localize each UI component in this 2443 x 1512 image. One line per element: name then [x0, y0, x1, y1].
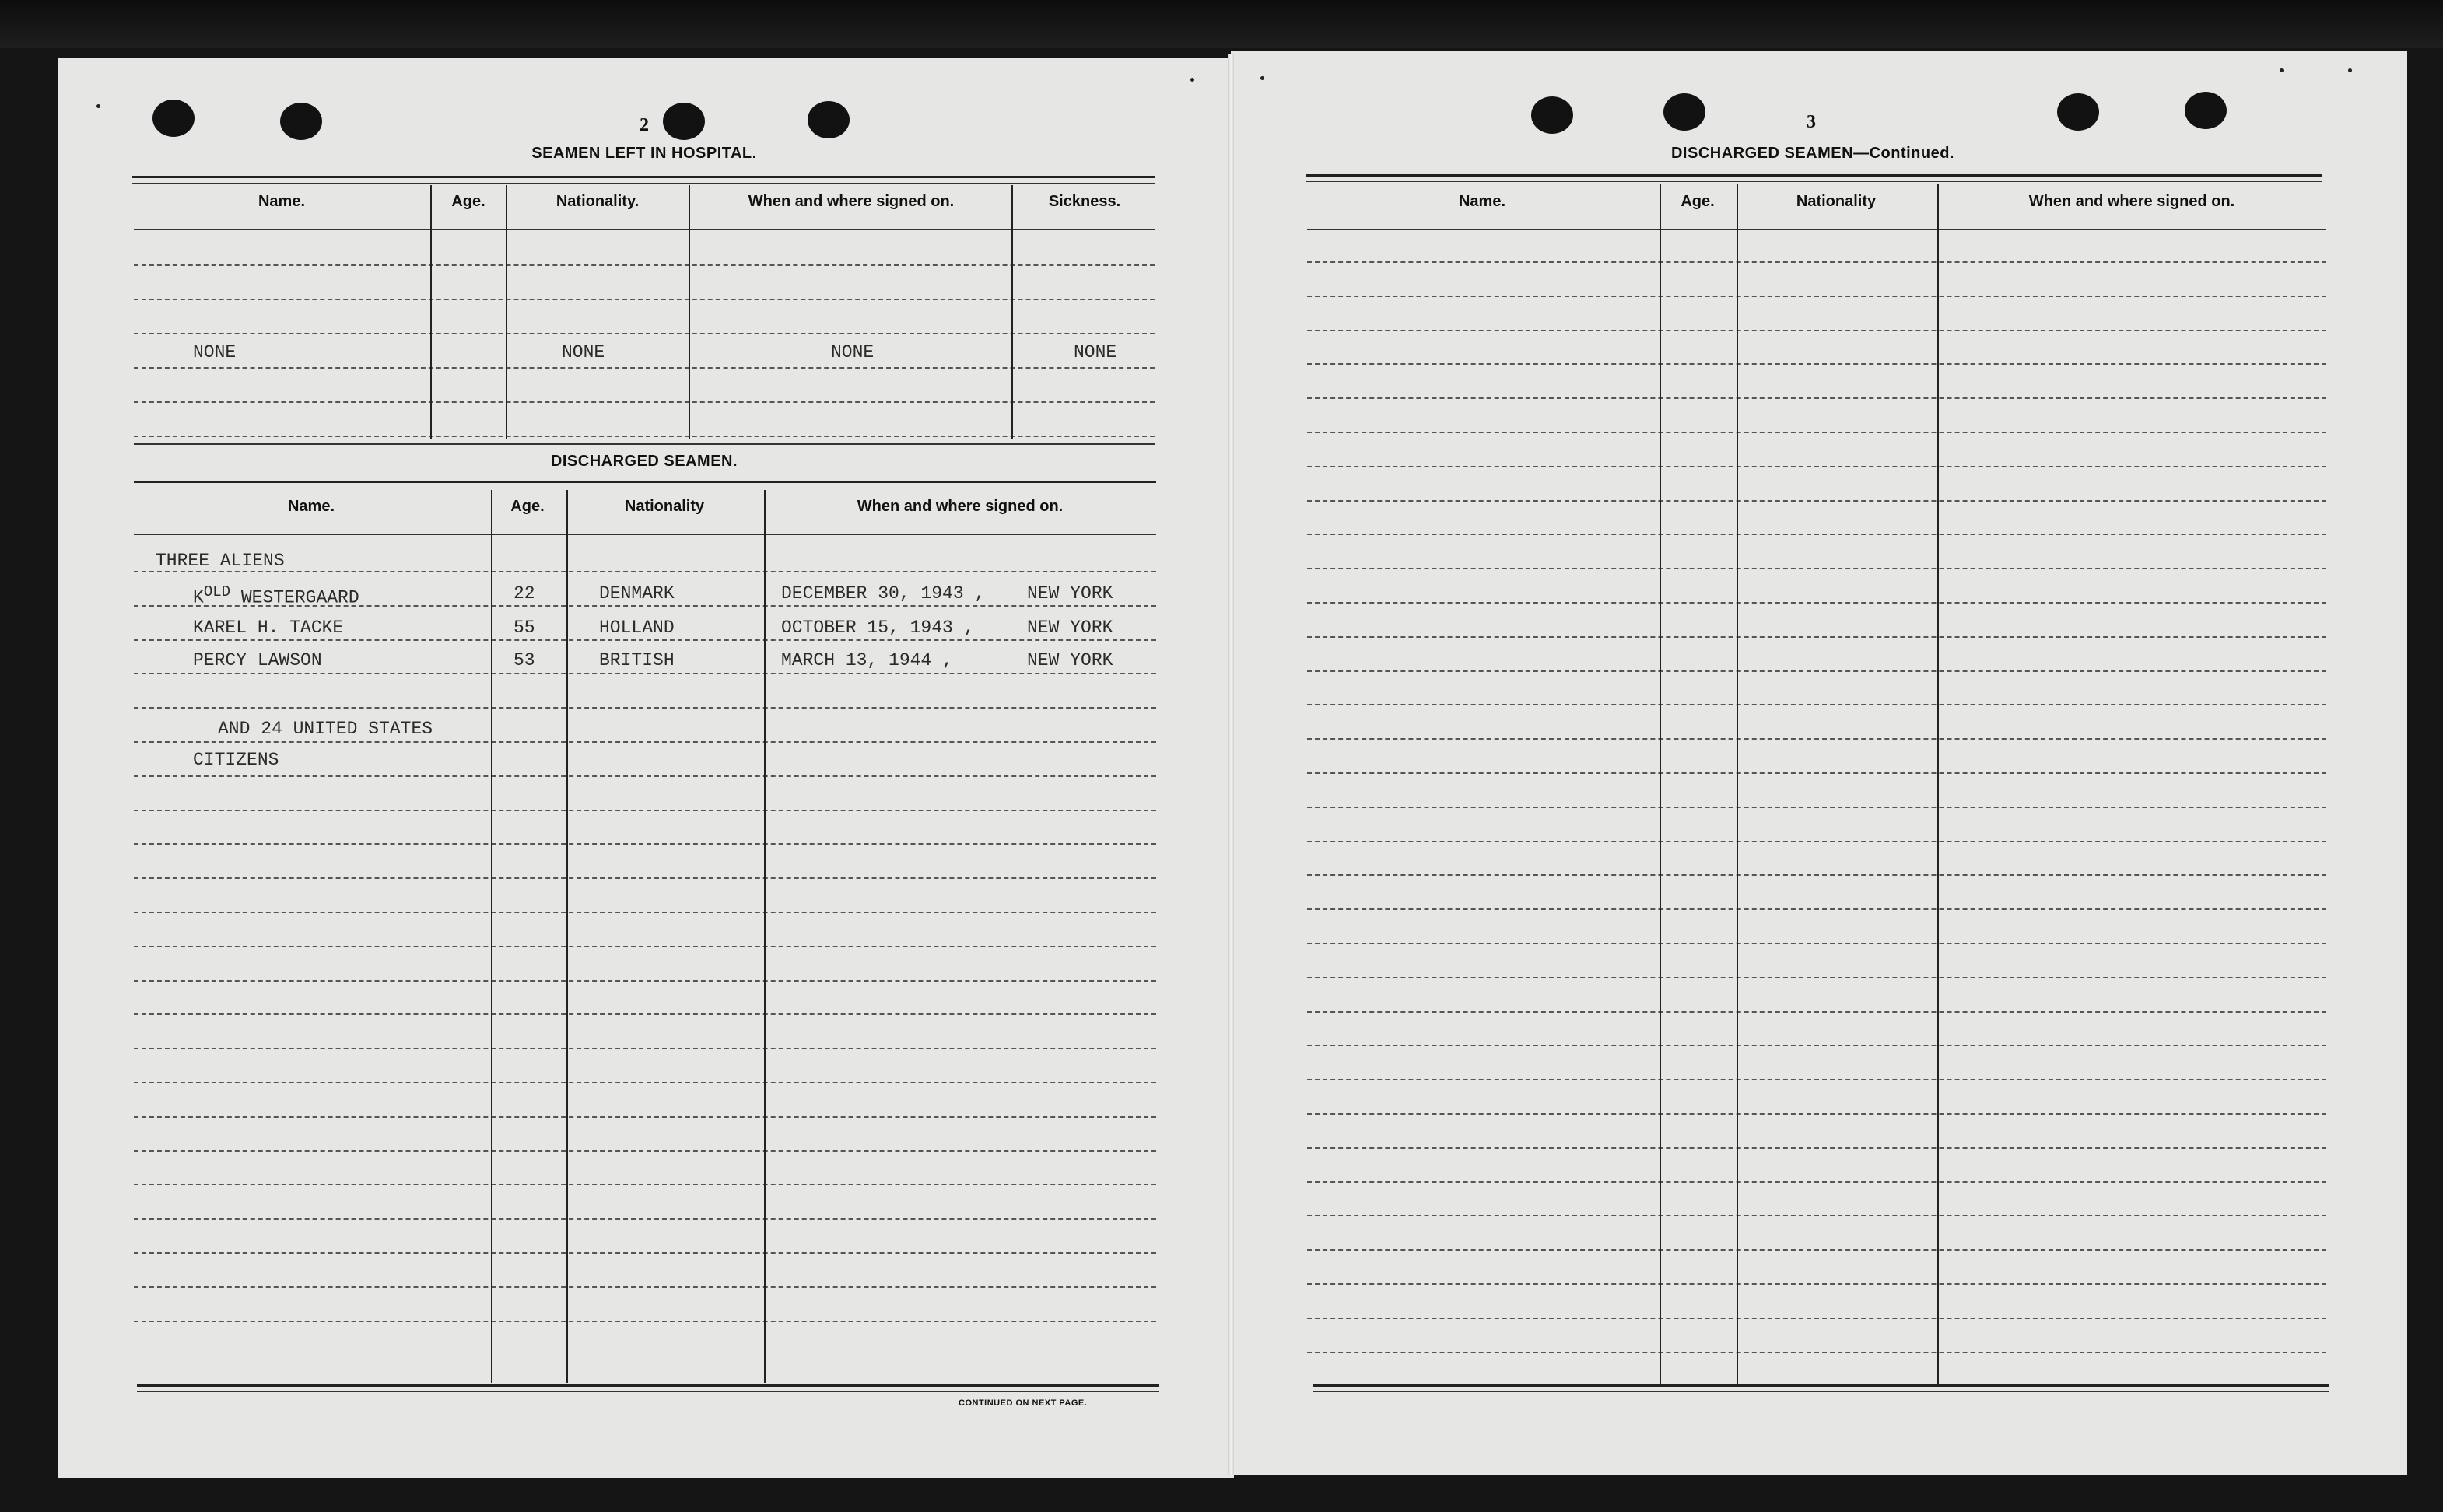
ruled-line [134, 877, 1156, 879]
hospital-sickness-entry: NONE [1074, 342, 1117, 362]
seaman-nationality: DENMARK [599, 583, 675, 604]
header-rule [134, 229, 1155, 230]
ruled-line [134, 673, 1156, 674]
ruled-line [134, 333, 1155, 334]
col-header-age: Age. [510, 498, 545, 515]
ruled-line [134, 1218, 1156, 1220]
ruled-line [134, 946, 1156, 947]
rule [132, 176, 1155, 184]
speck [2280, 68, 2284, 72]
rule [1306, 174, 2322, 182]
ruled-line [134, 1150, 1156, 1152]
column-divider [491, 490, 492, 1383]
ruled-line [134, 1184, 1156, 1185]
ruled-line [134, 299, 1155, 300]
ruled-line [1307, 977, 2326, 978]
ruled-line [1307, 568, 2326, 569]
ruled-line [134, 639, 1156, 641]
column-divider [1937, 184, 1939, 1384]
ruled-line [134, 1013, 1156, 1015]
ruled-line [1307, 261, 2326, 263]
col-header-name: Name. [287, 498, 335, 515]
ruled-line [134, 436, 1155, 437]
ruled-line [1307, 1215, 2326, 1216]
punch-hole [1531, 96, 1573, 134]
ruled-line [134, 912, 1156, 913]
ruled-line [1307, 841, 2326, 842]
ruled-line [134, 810, 1156, 811]
seaman-signed-place: NEW YORK [1027, 650, 1113, 670]
punch-hole [280, 103, 322, 140]
seaman-age: 55 [513, 618, 535, 638]
col-header-name: Name. [1458, 193, 1506, 210]
ruled-line [1307, 943, 2326, 944]
column-divider [566, 490, 568, 1383]
seaman-signed-place: NEW YORK [1027, 583, 1113, 604]
ruled-line [1307, 1352, 2326, 1353]
section-rule [134, 443, 1155, 445]
speck [1190, 78, 1194, 82]
ruled-line [1307, 1079, 2326, 1080]
ruled-line [1307, 908, 2326, 910]
continued-section-title: DISCHARGED SEAMEN—Continued. [1670, 145, 1954, 162]
ruled-line [1307, 432, 2326, 433]
seaman-name: KAREL H. TACKE [193, 618, 344, 638]
col-header-signed-on: When and where signed on. [2028, 193, 2235, 210]
header-rule [1307, 229, 2326, 230]
col-header-signed-on: When and where signed on. [857, 498, 1064, 515]
bottom-rule [1313, 1384, 2329, 1392]
ruled-line [134, 1082, 1156, 1083]
col-header-age: Age. [1681, 193, 1715, 210]
seaman-age: 22 [513, 583, 535, 604]
hospital-section-title: SEAMEN LEFT IN HOSPITAL. [531, 145, 757, 162]
ruled-line [1307, 670, 2326, 672]
punch-hole [2057, 93, 2099, 131]
ruled-line [1307, 500, 2326, 502]
ruled-line [1307, 1147, 2326, 1149]
column-divider [506, 185, 507, 439]
seaman-signed-date: OCTOBER 15, 1943 , [781, 618, 975, 638]
column-divider [1011, 185, 1013, 439]
col-header-sickness: Sickness. [1048, 193, 1121, 210]
hospital-nationality-entry: NONE [562, 342, 605, 362]
ruled-line [1307, 704, 2326, 705]
continued-note: CONTINUED ON NEXT PAGE. [959, 1398, 1088, 1408]
ruled-line [1307, 738, 2326, 740]
citizens-note: AND 24 UNITED STATES [218, 719, 433, 739]
seaman-nationality: BRITISH [599, 650, 675, 670]
citizens-note: CITIZENS [193, 750, 279, 770]
ruled-line [1307, 602, 2326, 604]
page-number: 2 [640, 115, 649, 135]
seaman-signed-date: DECEMBER 30, 1943 , [781, 583, 986, 604]
ruled-line [1307, 363, 2326, 365]
ruled-line [1307, 807, 2326, 808]
seaman-name: PERCY LAWSON [193, 650, 322, 670]
ruled-line [1307, 1249, 2326, 1251]
punch-hole [152, 100, 195, 137]
col-header-nationality: Nationality. [556, 193, 640, 210]
ruled-line [134, 367, 1155, 369]
ruled-line [1307, 636, 2326, 638]
seaman-signed-place: NEW YORK [1027, 618, 1113, 638]
column-divider [764, 490, 766, 1383]
ruled-line [1307, 1011, 2326, 1013]
speck [2348, 68, 2352, 72]
punch-hole [808, 101, 850, 138]
seaman-name: $K^{OLD}$ WESTERGAARD [193, 583, 359, 608]
ruled-line [1307, 1045, 2326, 1046]
page-number: 3 [1807, 112, 1816, 132]
header-rule [134, 534, 1156, 535]
col-header-age: Age. [451, 193, 485, 210]
ruled-line [1307, 330, 2326, 331]
ruled-line [134, 1252, 1156, 1254]
scan-background [0, 0, 2443, 48]
ruled-line [1307, 1113, 2326, 1115]
ruled-line [1307, 874, 2326, 876]
speck [1260, 76, 1264, 80]
ruled-line [1307, 1283, 2326, 1285]
ruled-line [1307, 466, 2326, 467]
rule [134, 481, 1156, 488]
hospital-signed-on-entry: NONE [831, 342, 875, 362]
ruled-line [134, 843, 1156, 845]
ruled-line [1307, 772, 2326, 774]
ruled-line [134, 707, 1156, 709]
ruled-line [134, 1286, 1156, 1288]
column-divider [1660, 184, 1661, 1384]
ruled-line [134, 264, 1155, 266]
column-divider [430, 185, 432, 439]
page-fold [1228, 54, 1234, 1475]
seaman-age: 53 [513, 650, 535, 670]
punch-hole [2185, 92, 2227, 129]
column-divider [1737, 184, 1738, 1384]
punch-hole [663, 103, 705, 140]
col-header-nationality: Nationality [624, 498, 705, 515]
discharged-section-title: DISCHARGED SEAMEN. [550, 453, 738, 470]
col-header-name: Name. [258, 193, 306, 210]
ruled-line [134, 1116, 1156, 1118]
ruled-line [134, 741, 1156, 743]
ruled-line [1307, 1318, 2326, 1319]
bottom-rule [137, 1384, 1159, 1392]
ruled-line [134, 980, 1156, 982]
ruled-line [134, 1048, 1156, 1049]
ruled-line [1307, 534, 2326, 535]
ruled-line [1307, 296, 2326, 297]
right-page [1231, 51, 2407, 1475]
col-header-nationality: Nationality [1796, 193, 1877, 210]
speck [96, 104, 100, 108]
ruled-line [134, 571, 1156, 572]
seaman-signed-date: MARCH 13, 1944 , [781, 650, 953, 670]
ruled-line [134, 775, 1156, 777]
col-header-signed-on: When and where signed on. [748, 193, 955, 210]
ruled-line [134, 1321, 1156, 1322]
ruled-line [1307, 397, 2326, 399]
seaman-nationality: HOLLAND [599, 618, 675, 638]
punch-hole [1663, 93, 1705, 131]
group-label: THREE ALIENS [156, 551, 285, 571]
hospital-name-entry: NONE [193, 342, 237, 362]
column-divider [689, 185, 690, 439]
ruled-line [1307, 1181, 2326, 1183]
ruled-line [134, 401, 1155, 403]
